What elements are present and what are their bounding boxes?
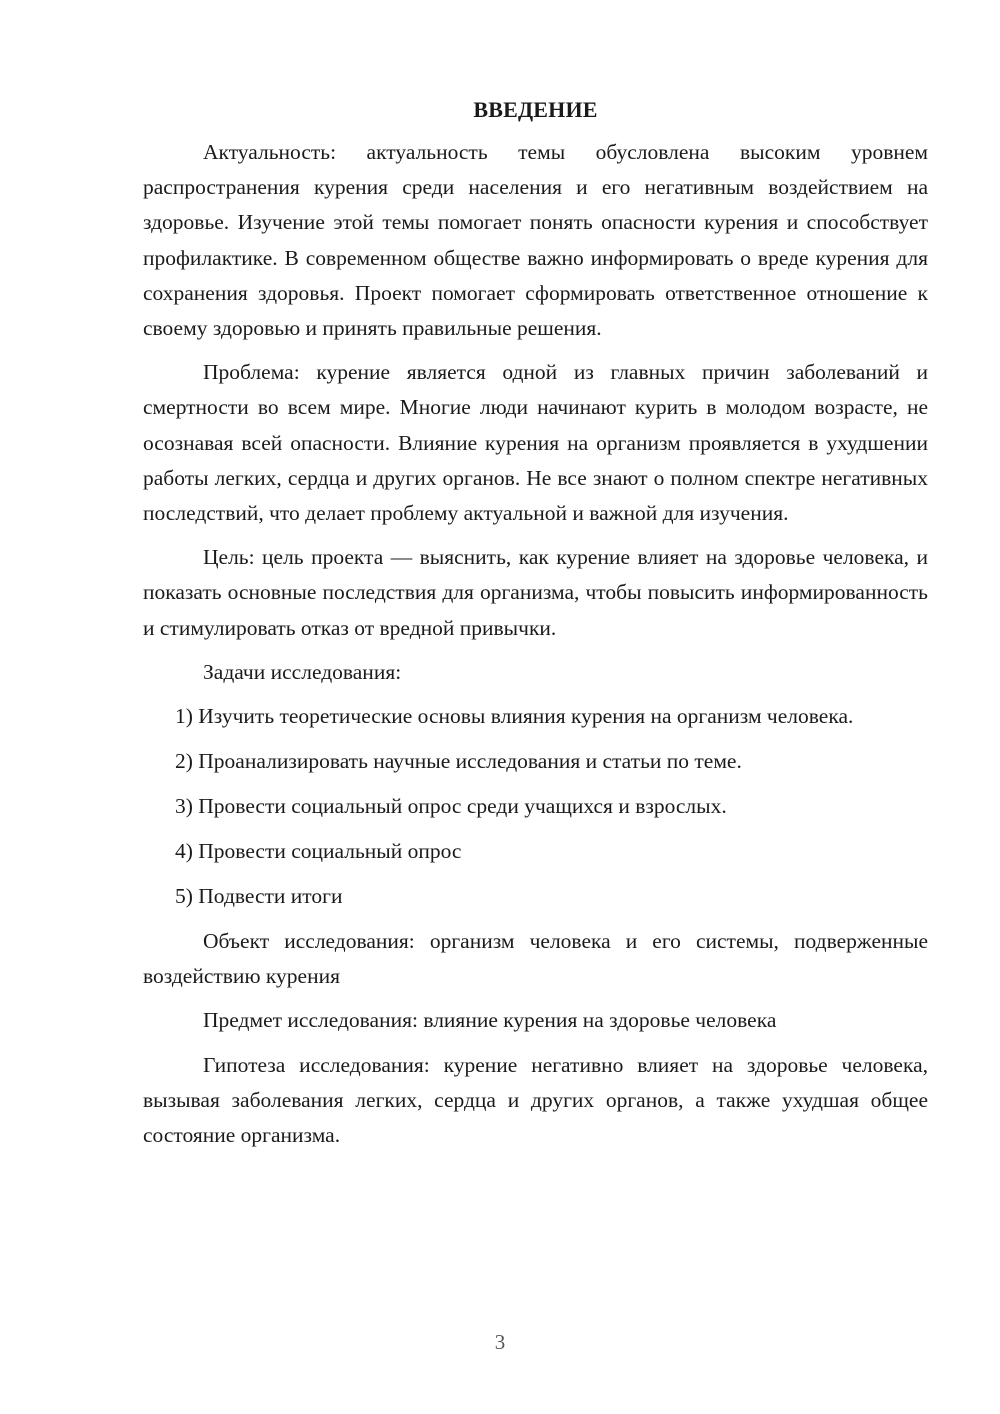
document-page bbox=[143, 92, 928, 1162]
task-item-1: 1) Изучить теоретические основы влияния курения на организм человека. bbox=[175, 704, 854, 729]
paragraph-object: Объект исследования: организм человека и его системы, подверженные воздействию курения bbox=[143, 929, 928, 989]
paragraph-problem: Проблема: курение является одной из главных причин заболеваний и смертности во всем мире. Многие люди начинают курить в молодом возрасте, не осознавая всей опасности. Влияние курения на организм проявляется в ухудшении работы легких, сердца и других органов. Не все знают о полном спектре негативных последствий, что делает проблему актуальной и важной для изучения. bbox=[143, 360, 928, 526]
section-title: ВВЕДЕНИЕ bbox=[473, 97, 598, 122]
task-item-5: 5) Подвести итоги bbox=[175, 884, 343, 909]
paragraph-goal: Цель: цель проекта — выяснить, как курение влияет на здоровье человека, и показать основные последствия для организма, чтобы повысить информированность и стимулировать отказ от вредной привычки. bbox=[143, 545, 928, 640]
task-item-4: 4) Провести социальный опрос bbox=[175, 839, 462, 864]
task-item-2: 2) Проанализировать научные исследования и статьи по теме. bbox=[175, 749, 742, 774]
page-number: 3 bbox=[494, 1330, 506, 1354]
tasks-heading: Задачи исследования: bbox=[203, 659, 402, 684]
paragraph-relevance: Актуальность: актуальность темы обусловлена высоким уровнем распространения курения среди населения и его негативным воздействием на здоровье. Изучение этой темы помогает понять опасности курения и способствует профилактике. В современном обществе важно информировать о вреде курения для сохранения здоровья. Проект помогает сформировать ответственное отношение к своему здоровью и принять правильные решения. bbox=[143, 140, 928, 341]
paragraph-subject: Предмет исследования: влияние курения на здоровье человека bbox=[203, 1008, 777, 1033]
paragraph-hypothesis: Гипотеза исследования: курение негативно влияет на здоровье человека, вызывая заболевания легких, сердца и других органов, а также ухудшая общее состояние организма. bbox=[143, 1052, 928, 1148]
task-item-3: 3) Провести социальный опрос среди учащихся и взрослых. bbox=[175, 794, 727, 819]
